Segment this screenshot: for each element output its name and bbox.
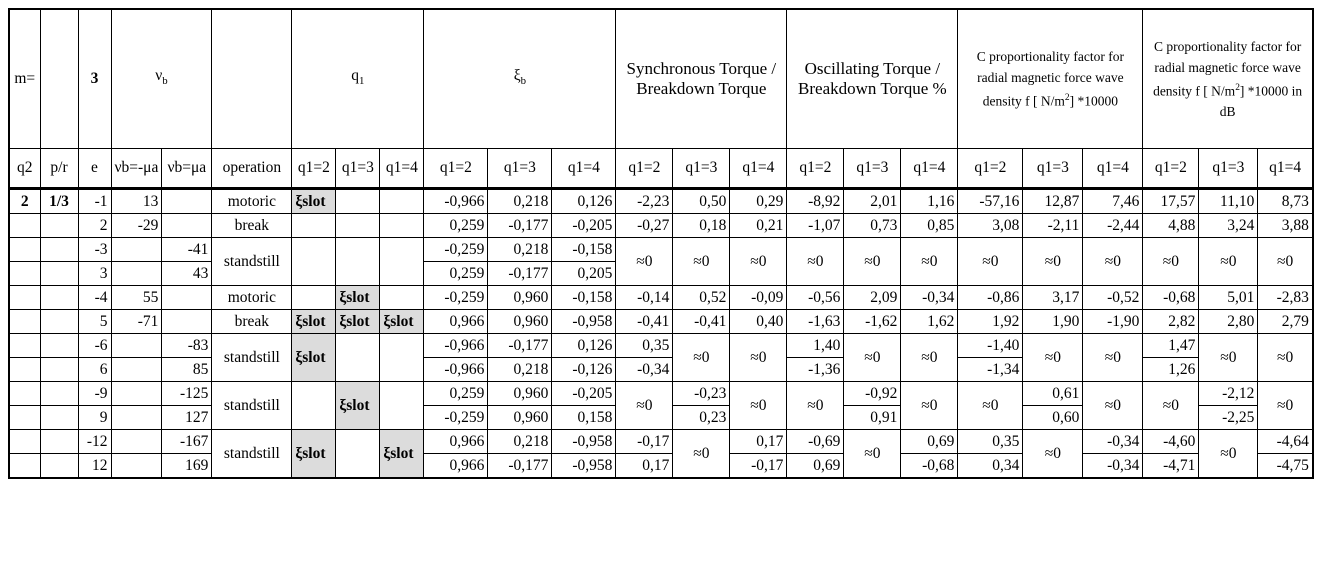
xi-cell: -0,177 xyxy=(488,214,552,238)
d-cell: 1,26 xyxy=(1143,358,1199,382)
table-row xyxy=(9,189,1313,214)
operation-cell: standstill xyxy=(212,430,292,479)
header-row xyxy=(9,9,1313,149)
xi-cell: -0,177 xyxy=(488,454,552,479)
d-cell: -4,75 xyxy=(1258,454,1313,479)
s-cell: 0,29 xyxy=(730,189,787,214)
s-cell: -0,41 xyxy=(673,310,730,334)
o-cell: 0,69 xyxy=(901,430,958,454)
s-cell: -0,17 xyxy=(616,430,673,454)
d-cell: -2,25 xyxy=(1199,406,1258,430)
nu-pos-cell xyxy=(162,310,212,334)
approx-zero: ≈0 xyxy=(844,430,901,479)
q1-cell xyxy=(292,286,336,310)
table-cell xyxy=(9,382,40,406)
d-cell: 2,80 xyxy=(1199,310,1258,334)
q1-cell xyxy=(292,238,336,286)
column-header: νb=-μa xyxy=(111,149,162,189)
o-cell: -0,69 xyxy=(787,430,844,454)
e-cell: 2 xyxy=(78,214,111,238)
column-header: q1=4 xyxy=(1083,149,1143,189)
o-cell: -0,68 xyxy=(901,454,958,479)
nu-pos-cell: -125 xyxy=(162,382,212,406)
table-cell xyxy=(40,310,78,334)
nu-neg-cell xyxy=(111,334,162,358)
c-cell: 0,61 xyxy=(1023,382,1083,406)
xi-cell: -0,177 xyxy=(488,334,552,358)
d-cell: 3,88 xyxy=(1258,214,1313,238)
e-cell: -9 xyxy=(78,382,111,406)
xi-cell: -0,966 xyxy=(424,358,488,382)
s-cell: 0,50 xyxy=(673,189,730,214)
s-cell: 0,21 xyxy=(730,214,787,238)
s-cell: 0,52 xyxy=(673,286,730,310)
c-cell: 1,90 xyxy=(1023,310,1083,334)
osc-torque-header: Oscillating Torque / Breakdown Torque % xyxy=(787,9,958,149)
e-cell: -3 xyxy=(78,238,111,262)
column-header: q1=3 xyxy=(1023,149,1083,189)
table-cell xyxy=(9,454,40,479)
operation-cell: standstill xyxy=(212,238,292,286)
d-cell: 2,82 xyxy=(1143,310,1199,334)
d-cell: -2,12 xyxy=(1199,382,1258,406)
table-cell xyxy=(40,238,78,262)
o-cell: 1,40 xyxy=(787,334,844,358)
column-header: q1=3 xyxy=(673,149,730,189)
c-cell: 3,08 xyxy=(958,214,1023,238)
xi-cell: 0,259 xyxy=(424,214,488,238)
approx-zero: ≈0 xyxy=(958,382,1023,430)
xi-cell: -0,205 xyxy=(552,214,616,238)
o-cell: -1,36 xyxy=(787,358,844,382)
approx-zero: ≈0 xyxy=(901,238,958,286)
c-cell: 12,87 xyxy=(1023,189,1083,214)
s-cell: 0,40 xyxy=(730,310,787,334)
c-factor-db-header: C proportionality factor for radial magnetic force wave density f [ $N/m^2$] *10000 in dB xyxy=(1143,9,1313,149)
approx-zero: ≈0 xyxy=(616,238,673,286)
xi-cell: -0,158 xyxy=(552,286,616,310)
approx-zero: ≈0 xyxy=(730,382,787,430)
approx-zero: ≈0 xyxy=(1258,238,1313,286)
q1-cell xyxy=(336,430,380,479)
nu-neg-cell: -71 xyxy=(111,310,162,334)
d-cell: -4,71 xyxy=(1143,454,1199,479)
xi-b-header: $\xi_b$ xyxy=(424,9,616,149)
xi-cell: 0,218 xyxy=(488,238,552,262)
table-row xyxy=(9,238,1313,262)
table-cell xyxy=(40,406,78,430)
c-cell: -2,11 xyxy=(1023,214,1083,238)
c-cell: 3,17 xyxy=(1023,286,1083,310)
table-row xyxy=(9,310,1313,334)
xi-cell: 0,960 xyxy=(488,310,552,334)
approx-zero: ≈0 xyxy=(1199,334,1258,382)
approx-zero: ≈0 xyxy=(1023,238,1083,286)
approx-zero: ≈0 xyxy=(1023,334,1083,382)
nu-pos-cell: -167 xyxy=(162,430,212,454)
o-cell: 2,01 xyxy=(844,189,901,214)
table-cell xyxy=(9,358,40,382)
nu-pos-cell: -41 xyxy=(162,238,212,262)
xi-slot-marker: ξslot xyxy=(292,430,336,479)
nu-pos-cell: 169 xyxy=(162,454,212,479)
xi-cell: 0,158 xyxy=(552,406,616,430)
column-header: q1=4 xyxy=(1258,149,1313,189)
xi-cell: -0,958 xyxy=(552,310,616,334)
column-header: νb=μa xyxy=(162,149,212,189)
m-value: 3 xyxy=(78,9,111,149)
e-cell: 6 xyxy=(78,358,111,382)
approx-zero: ≈0 xyxy=(730,334,787,382)
sync-torque-header: Synchronous Torque / Breakdown Torque xyxy=(616,9,787,149)
o-cell: -0,92 xyxy=(844,382,901,406)
nu-pos-cell xyxy=(162,286,212,310)
table-cell xyxy=(40,334,78,358)
c-cell: 0,35 xyxy=(958,430,1023,454)
table-cell xyxy=(9,310,40,334)
s-cell: 0,17 xyxy=(616,454,673,479)
o-cell: 1,16 xyxy=(901,189,958,214)
approx-zero: ≈0 xyxy=(673,334,730,382)
pr-value: 1/3 xyxy=(40,189,78,214)
o-cell: 0,85 xyxy=(901,214,958,238)
o-cell: -1,62 xyxy=(844,310,901,334)
operation-cell: motoric xyxy=(212,189,292,214)
operation-cell: motoric xyxy=(212,286,292,310)
xi-slot-marker: ξslot xyxy=(336,286,380,310)
table-cell xyxy=(9,262,40,286)
e-cell: 9 xyxy=(78,406,111,430)
c-cell: 7,46 xyxy=(1083,189,1143,214)
operation-cell: standstill xyxy=(212,382,292,430)
e-cell: -1 xyxy=(78,189,111,214)
xi-cell: -0,958 xyxy=(552,430,616,454)
nu-pos-cell xyxy=(162,189,212,214)
s-cell: 0,35 xyxy=(616,334,673,358)
xi-cell: -0,158 xyxy=(552,238,616,262)
xi-cell: -0,205 xyxy=(552,382,616,406)
nu-neg-cell xyxy=(111,454,162,479)
table-row xyxy=(9,286,1313,310)
table-row xyxy=(9,334,1313,358)
d-cell: 5,01 xyxy=(1199,286,1258,310)
xi-cell: 0,960 xyxy=(488,286,552,310)
m-label: m= xyxy=(9,9,40,149)
c-factor-header: C proportionality factor for radial magnetic force wave density f [ $N/m^2$] *10000 xyxy=(958,9,1143,149)
column-header: q2 xyxy=(9,149,40,189)
c-cell: -1,34 xyxy=(958,358,1023,382)
xi-cell: 0,966 xyxy=(424,454,488,479)
xi-slot-marker: ξslot xyxy=(336,310,380,334)
q1-cell xyxy=(380,382,424,430)
table-row xyxy=(9,430,1313,454)
d-cell: -4,60 xyxy=(1143,430,1199,454)
xi-cell: 0,259 xyxy=(424,382,488,406)
q1-cell xyxy=(380,214,424,238)
column-header: q1=4 xyxy=(380,149,424,189)
c-cell: -0,34 xyxy=(1083,430,1143,454)
d-cell: 8,73 xyxy=(1258,189,1313,214)
column-header: q1=2 xyxy=(424,149,488,189)
d-cell: -4,64 xyxy=(1258,430,1313,454)
subheader-row xyxy=(9,149,1313,189)
table-row xyxy=(9,382,1313,406)
table-row xyxy=(9,454,1313,479)
column-header: q1=2 xyxy=(958,149,1023,189)
approx-zero: ≈0 xyxy=(1083,238,1143,286)
approx-zero: ≈0 xyxy=(673,238,730,286)
approx-zero: ≈0 xyxy=(787,238,844,286)
s-cell: 0,23 xyxy=(673,406,730,430)
xi-cell: -0,259 xyxy=(424,286,488,310)
c-cell: 1,92 xyxy=(958,310,1023,334)
operation-cell: break xyxy=(212,310,292,334)
column-header: q1=3 xyxy=(844,149,901,189)
e-cell: 3 xyxy=(78,262,111,286)
table-row xyxy=(9,214,1313,238)
column-header: q1=2 xyxy=(616,149,673,189)
c-cell: 0,34 xyxy=(958,454,1023,479)
xi-cell: 0,126 xyxy=(552,334,616,358)
approx-zero: ≈0 xyxy=(1199,430,1258,479)
xi-slot-marker: ξslot xyxy=(336,382,380,430)
approx-zero: ≈0 xyxy=(673,430,730,479)
xi-cell: 0,259 xyxy=(424,262,488,286)
nu-neg-cell xyxy=(111,358,162,382)
o-cell: -1,07 xyxy=(787,214,844,238)
nu-neg-cell: 13 xyxy=(111,189,162,214)
xi-cell: 0,960 xyxy=(488,382,552,406)
q1-header: $q_1$ xyxy=(292,9,424,149)
column-header: q1=3 xyxy=(488,149,552,189)
operation-cell: break xyxy=(212,214,292,238)
approx-zero: ≈0 xyxy=(1258,334,1313,382)
operation-cell: standstill xyxy=(212,334,292,382)
d-cell: 3,24 xyxy=(1199,214,1258,238)
nu-pos-cell: 43 xyxy=(162,262,212,286)
table-cell xyxy=(9,430,40,454)
e-cell: 12 xyxy=(78,454,111,479)
o-cell: 0,73 xyxy=(844,214,901,238)
nu-pos-cell: 85 xyxy=(162,358,212,382)
xi-cell: 0,218 xyxy=(488,358,552,382)
c-cell: -1,90 xyxy=(1083,310,1143,334)
s-cell: -0,23 xyxy=(673,382,730,406)
approx-zero: ≈0 xyxy=(901,382,958,430)
s-cell: -0,17 xyxy=(730,454,787,479)
q1-cell xyxy=(380,286,424,310)
approx-zero: ≈0 xyxy=(1199,238,1258,286)
s-cell: -0,27 xyxy=(616,214,673,238)
xi-slot-marker: ξslot xyxy=(292,334,336,382)
table-cell xyxy=(9,286,40,310)
c-cell: -57,16 xyxy=(958,189,1023,214)
q1-cell xyxy=(336,334,380,382)
nu-neg-cell xyxy=(111,382,162,406)
c-cell: -2,44 xyxy=(1083,214,1143,238)
o-cell: -0,34 xyxy=(901,286,958,310)
xi-cell: -0,177 xyxy=(488,262,552,286)
approx-zero: ≈0 xyxy=(1143,238,1199,286)
xi-cell: 0,205 xyxy=(552,262,616,286)
o-cell: 2,09 xyxy=(844,286,901,310)
xi-cell: -0,126 xyxy=(552,358,616,382)
c-cell: -1,40 xyxy=(958,334,1023,358)
o-cell: 1,62 xyxy=(901,310,958,334)
xi-cell: -0,966 xyxy=(424,189,488,214)
table-cell xyxy=(40,382,78,406)
data-table xyxy=(8,8,1314,479)
q1-cell xyxy=(292,214,336,238)
d-cell: 2,79 xyxy=(1258,310,1313,334)
approx-zero: ≈0 xyxy=(1083,382,1143,430)
column-header: p/r xyxy=(40,149,78,189)
table-cell xyxy=(40,430,78,454)
q1-cell xyxy=(336,189,380,214)
d-cell: 4,88 xyxy=(1143,214,1199,238)
table-cell xyxy=(9,238,40,262)
approx-zero: ≈0 xyxy=(1143,382,1199,430)
s-cell: -0,14 xyxy=(616,286,673,310)
q1-cell xyxy=(380,334,424,382)
o-cell: 0,91 xyxy=(844,406,901,430)
s-cell: -0,41 xyxy=(616,310,673,334)
q1-cell xyxy=(336,238,380,286)
q1-cell xyxy=(380,238,424,286)
nu-b-header: $\nu_b$ xyxy=(111,9,212,149)
c-cell: -0,34 xyxy=(1083,454,1143,479)
approx-zero: ≈0 xyxy=(616,382,673,430)
approx-zero: ≈0 xyxy=(730,238,787,286)
d-cell: 1,47 xyxy=(1143,334,1199,358)
q1-cell xyxy=(292,382,336,430)
xi-cell: 0,218 xyxy=(488,430,552,454)
e-cell: -4 xyxy=(78,286,111,310)
column-header: q1=2 xyxy=(1143,149,1199,189)
xi-slot-marker: ξslot xyxy=(380,430,424,479)
d-cell: -2,83 xyxy=(1258,286,1313,310)
c-cell: -0,52 xyxy=(1083,286,1143,310)
xi-cell: 0,126 xyxy=(552,189,616,214)
o-cell: -0,56 xyxy=(787,286,844,310)
e-cell: -6 xyxy=(78,334,111,358)
column-header: q1=4 xyxy=(730,149,787,189)
s-cell: -0,34 xyxy=(616,358,673,382)
column-header: q1=2 xyxy=(292,149,336,189)
s-cell: 0,17 xyxy=(730,430,787,454)
nu-neg-cell xyxy=(111,430,162,454)
column-header: q1=3 xyxy=(1199,149,1258,189)
d-cell: 11,10 xyxy=(1199,189,1258,214)
nu-neg-cell xyxy=(111,238,162,262)
xi-cell: 0,960 xyxy=(488,406,552,430)
o-cell: 0,69 xyxy=(787,454,844,479)
approx-zero: ≈0 xyxy=(1083,334,1143,382)
nu-neg-cell: 55 xyxy=(111,286,162,310)
table-cell xyxy=(9,214,40,238)
table-cell xyxy=(40,358,78,382)
xi-cell: -0,966 xyxy=(424,334,488,358)
c-cell: -0,86 xyxy=(958,286,1023,310)
approx-zero: ≈0 xyxy=(1023,430,1083,479)
table-cell xyxy=(9,334,40,358)
q2-value: 2 xyxy=(9,189,40,214)
s-cell: 0,18 xyxy=(673,214,730,238)
s-cell: -0,09 xyxy=(730,286,787,310)
s-cell: -2,23 xyxy=(616,189,673,214)
column-header: q1=4 xyxy=(901,149,958,189)
column-header: q1=3 xyxy=(336,149,380,189)
q1-cell xyxy=(336,214,380,238)
xi-cell: -0,259 xyxy=(424,406,488,430)
xi-cell: 0,218 xyxy=(488,189,552,214)
e-cell: 5 xyxy=(78,310,111,334)
xi-cell: 0,966 xyxy=(424,430,488,454)
nu-pos-cell: -83 xyxy=(162,334,212,358)
approx-zero: ≈0 xyxy=(844,334,901,382)
xi-slot-marker: ξslot xyxy=(292,189,336,214)
table-cell xyxy=(40,286,78,310)
table-cell xyxy=(40,214,78,238)
e-cell: -12 xyxy=(78,430,111,454)
o-cell: -8,92 xyxy=(787,189,844,214)
column-header: operation xyxy=(212,149,292,189)
xi-cell: -0,259 xyxy=(424,238,488,262)
nu-pos-cell xyxy=(162,214,212,238)
nu-pos-cell: 127 xyxy=(162,406,212,430)
xi-slot-marker: ξslot xyxy=(380,310,424,334)
nu-neg-cell: -29 xyxy=(111,214,162,238)
xi-cell: -0,958 xyxy=(552,454,616,479)
xi-slot-marker: ξslot xyxy=(292,310,336,334)
d-cell: -0,68 xyxy=(1143,286,1199,310)
table-cell xyxy=(40,454,78,479)
approx-zero: ≈0 xyxy=(844,238,901,286)
approx-zero: ≈0 xyxy=(787,382,844,430)
column-header: e xyxy=(78,149,111,189)
approx-zero: ≈0 xyxy=(901,334,958,382)
nu-neg-cell xyxy=(111,262,162,286)
xi-cell: 0,966 xyxy=(424,310,488,334)
column-header: q1=4 xyxy=(552,149,616,189)
approx-zero: ≈0 xyxy=(958,238,1023,286)
q1-cell xyxy=(380,189,424,214)
o-cell: -1,63 xyxy=(787,310,844,334)
nu-neg-cell xyxy=(111,406,162,430)
approx-zero: ≈0 xyxy=(1258,382,1313,430)
column-header: q1=2 xyxy=(787,149,844,189)
table-cell xyxy=(9,406,40,430)
d-cell: 17,57 xyxy=(1143,189,1199,214)
table-cell xyxy=(40,262,78,286)
c-cell: 0,60 xyxy=(1023,406,1083,430)
